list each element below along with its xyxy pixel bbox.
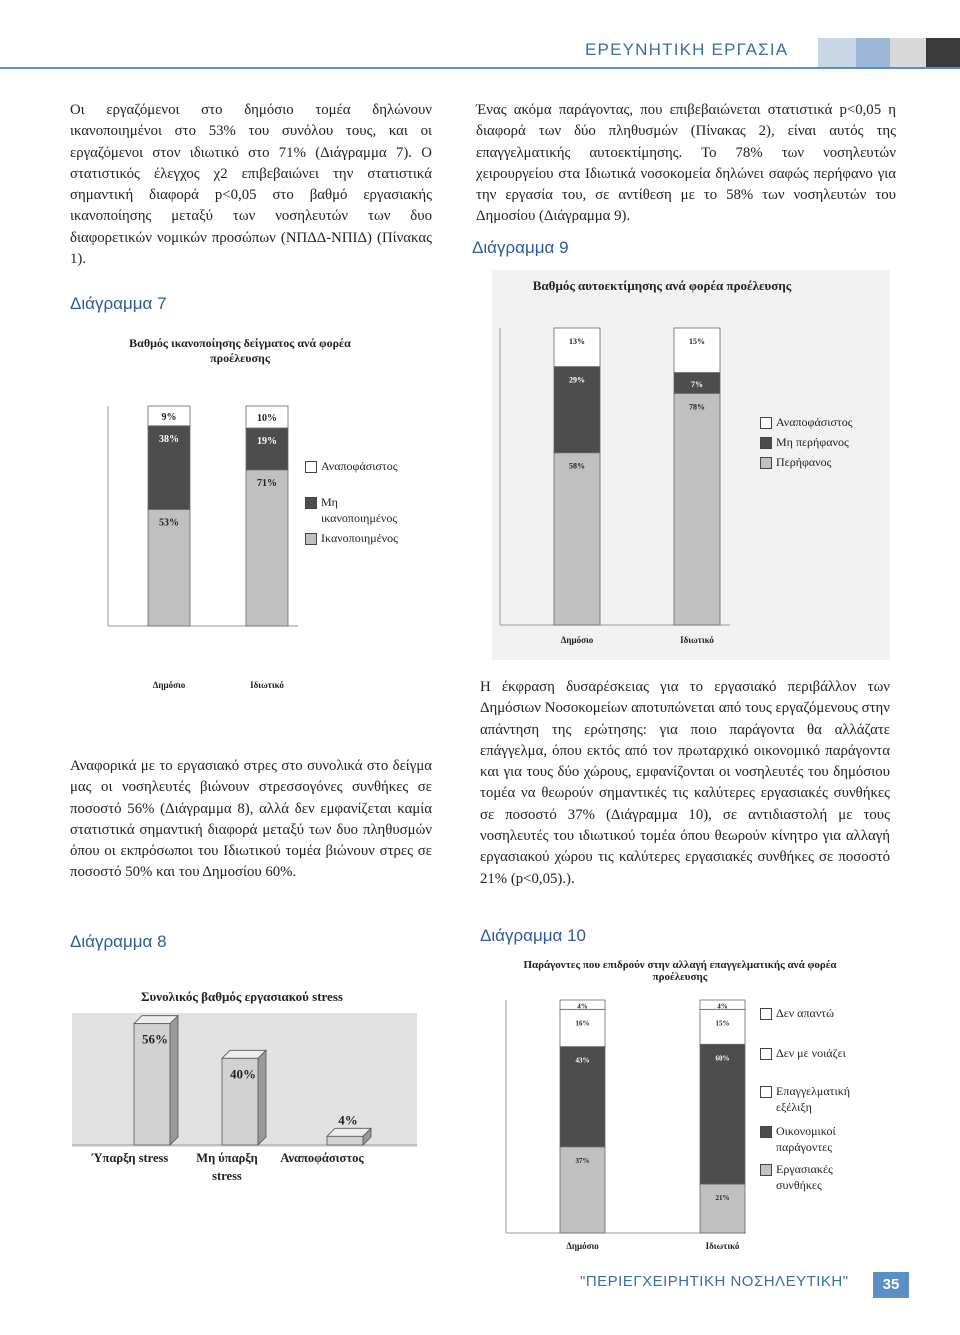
category-label: Αναποφάσιστος xyxy=(280,1151,364,1165)
data-label: 21% xyxy=(715,1194,730,1203)
left-paragraph-1: Οι εργαζόμενοι στο δημόσιο τομέα δηλώνουν ικανοποιημένοι στο 53% του συνόλου τους, και οι εργαζόμενοι στον ιδιωτικό στο 71% (Διάγραμμα 7). Ο στατιστικός έλεγχος χ2 επιβεβαιώνει την στατιστικά σημαντική διαφορά p<0,05 στο βαθμό εργασιακής ικανοποίησης μεταξύ των νοσηλευτών των δυο διαφορετικών νομικών προσώπων (ΝΠΔΔ-ΝΠΙΔ) (Πίνακας 1). xyxy=(70,102,432,268)
legend-swatch xyxy=(760,1086,772,1098)
bar xyxy=(327,1136,363,1145)
category-label: Ιδιωτικό xyxy=(705,1241,740,1251)
journal-name: "ΠΕΡΙΕΓΧΕΙΡΗΤΙΚΗ ΝΟΣΗΛΕΥΤΙΚΗ" xyxy=(580,1273,849,1290)
header-rule xyxy=(0,67,960,69)
figure-8-title: Συνολικός βαθμός εργασιακού stress xyxy=(141,989,343,1004)
legend-label: Επαγγελματική εξέλιξη xyxy=(776,1084,851,1114)
legend-item xyxy=(760,1045,846,1061)
legend-label: Αναποφάσιστος xyxy=(321,459,398,473)
legend-swatch xyxy=(760,417,772,429)
bar-segment xyxy=(674,328,720,373)
data-label: 15% xyxy=(689,337,705,346)
legend-label: Οικονομικοί παράγοντες xyxy=(776,1124,836,1154)
bar-side xyxy=(170,1016,178,1145)
legend-swatch xyxy=(760,1164,772,1176)
legend-swatch xyxy=(760,457,772,469)
legend-swatch xyxy=(760,1008,772,1020)
legend-item xyxy=(760,1161,870,1193)
legend-item xyxy=(760,1005,834,1021)
category-label: Ύπαρξη stress xyxy=(91,1151,169,1165)
legend-swatch xyxy=(760,1048,772,1060)
header-block xyxy=(818,38,856,68)
legend-swatch xyxy=(305,533,317,545)
legend-item xyxy=(760,454,831,470)
bar-segment xyxy=(554,453,600,625)
legend-item xyxy=(305,494,405,526)
legend-swatch xyxy=(760,1126,772,1138)
figure-8 xyxy=(72,985,432,1195)
data-label: 78% xyxy=(689,402,705,412)
data-label: 4% xyxy=(338,1112,358,1128)
legend-label: Δεν με νοιάζει xyxy=(776,1046,846,1060)
bar-side xyxy=(258,1050,266,1145)
legend-swatch xyxy=(760,437,772,449)
figure-8-label: Διάγραμμα 8 xyxy=(70,932,167,951)
data-label: 37% xyxy=(575,1156,590,1165)
data-label: 71% xyxy=(257,477,277,489)
bar-segment xyxy=(554,328,600,367)
data-label: 40% xyxy=(230,1066,256,1082)
figure-9-label: Διάγραμμα 9 xyxy=(472,238,569,257)
data-label: 38% xyxy=(159,433,179,445)
data-label: 7% xyxy=(691,379,703,389)
legend-item xyxy=(305,458,398,474)
legend-label: Ικανοποιημένος xyxy=(321,531,398,545)
category-label: Δημόσιο xyxy=(560,635,594,645)
header-block xyxy=(890,38,926,68)
bar-segment xyxy=(246,428,288,470)
figure-7 xyxy=(100,336,440,696)
data-label: 16% xyxy=(575,1019,590,1028)
data-label: 10% xyxy=(257,413,277,424)
legend-item xyxy=(760,1123,870,1155)
data-label: 9% xyxy=(161,411,177,423)
header-color-blocks xyxy=(818,38,960,68)
section-title: ΕΡΕΥΝΗΤΙΚΗ ΕΡΓΑΣΙΑ xyxy=(585,40,789,59)
data-label: 58% xyxy=(569,461,585,471)
legend-label: Μη περήφανος xyxy=(776,435,849,449)
left-paragraph-2: Αναφορικά με το εργασιακό στρες στο συνολικά στο δείγμα μας οι νοσηλευτές βιώνουν στρεσσογόνες συνθήκες σε ποσοστό 56% (Διάγραμμα 8), αλλά δεν εμφανίζεται καμία στατιστικά σημαντική διαφορά μεταξύ των δυο πληθυσμών όπου οι εκπρόσωποι του Ιδιωτικού τομέα βιώνουν στρες σε ποσοστό 50% και του Δημοσίου 60%. xyxy=(70,758,432,881)
header-block xyxy=(856,38,890,68)
data-label: 19% xyxy=(257,436,277,447)
figure-7-title: Βαθμός ικανοποίησης δείγματος ανά φορέα προέλευσης xyxy=(129,336,351,365)
figure-8-plot xyxy=(72,985,432,1195)
bar-segment xyxy=(700,1184,745,1233)
figure-10-label: Διάγραμμα 10 xyxy=(480,926,587,945)
legend-item xyxy=(760,1083,870,1115)
bar-segment xyxy=(246,470,288,626)
legend-swatch xyxy=(305,497,317,509)
category-label: Ιδιωτικό xyxy=(680,635,714,645)
right-paragraph-1: Ένας ακόμα παράγοντας, που επιβεβαιώνεται στατιστικά p<0,05 η διαφορά των δύο πληθυσμών (Πίνακας 2), είναι αυτός της επαγγελματικής αυτοεκτίμησης. Το 78% των νοσηλευτών χειρουργείου στα Ιδιωτικά νοσοκομεία δηλώνει σαφώς περήφανο για την εργασία του, σε αντίθεση με το 58% των νοσηλευτών του Δημοσίου (Διάγραμμα 9). xyxy=(476,102,896,225)
data-label: 4% xyxy=(577,1002,588,1011)
legend-item xyxy=(305,530,398,546)
bar-segment xyxy=(560,1009,605,1046)
data-label: 56% xyxy=(142,1031,168,1047)
page-number: 35 xyxy=(873,1272,909,1298)
data-label: 43% xyxy=(575,1056,590,1065)
bar-segment xyxy=(700,1044,745,1184)
data-label: 53% xyxy=(159,517,179,529)
right-paragraph-2: Η έκφραση δυσαρέσκειας για το εργασιακό περιβάλλον των Δημόσιων Νοσοκομείων αποτυπώνεται από τους εργαζόμενους στην απάντηση της ερώτησης: για ποιο παράγοντα θα αλλάζατε επάγγελμα, όπου εκτός από τον πρωταρχικό οικονομικό παράγοντα και για τους δύο χώρους, εμφανίζονται οι νοσηλευτές του δημόσιου τομέα να θεωρούν σημαντικές τις καλύτερες εργασιακές συνθήκες σε ποσοστό 37% (Διάγραμμα 10), σε αντιδιαστολή με τους νοσηλευτές του ιδιωτικού τομέα όπου θεωρούν κίνητρο για αλλαγή εργασιακού χώρου τις καλύτερες εργασιακές συνθήκες σε ποσοστό 21% (p<0,05).). xyxy=(480,679,890,887)
bar-segment xyxy=(674,393,720,625)
data-label: 13% xyxy=(569,337,585,346)
figure-9 xyxy=(492,270,890,660)
figure-9-title: Βαθμός αυτοεκτίμησης ανά φορέα προέλευσης xyxy=(532,278,792,293)
category-label: Ιδιωτικό xyxy=(250,680,284,690)
legend-label: Αναποφάσιστος xyxy=(776,415,853,429)
data-label: 4% xyxy=(717,1002,728,1011)
figure-10 xyxy=(500,955,890,1255)
legend-label: Μη ικανοποιημένος xyxy=(321,495,398,525)
legend-item xyxy=(760,434,849,450)
legend-swatch xyxy=(305,461,317,473)
data-label: 60% xyxy=(715,1054,730,1063)
figure-7-label: Διάγραμμα 7 xyxy=(70,294,167,313)
legend-label: Δεν απαντώ xyxy=(776,1006,834,1020)
category-label: Μη ύπαρξη xyxy=(196,1151,258,1165)
legend-label: Περήφανος xyxy=(776,455,832,469)
legend-label: Εργασιακές συνθήκες xyxy=(776,1162,833,1192)
data-label: 29% xyxy=(569,375,585,385)
header-block xyxy=(926,38,960,68)
category-label: Δημόσιο xyxy=(152,680,186,690)
figure-10-title: Παράγοντες που επιδρούν στην αλλαγή επαγγελματικής ανά φορέα προέλευσης xyxy=(523,959,837,983)
legend-item xyxy=(760,414,853,430)
data-label: 15% xyxy=(715,1019,730,1028)
category-label: Δημόσιο xyxy=(566,1241,599,1251)
category-label: stress xyxy=(212,1169,242,1183)
